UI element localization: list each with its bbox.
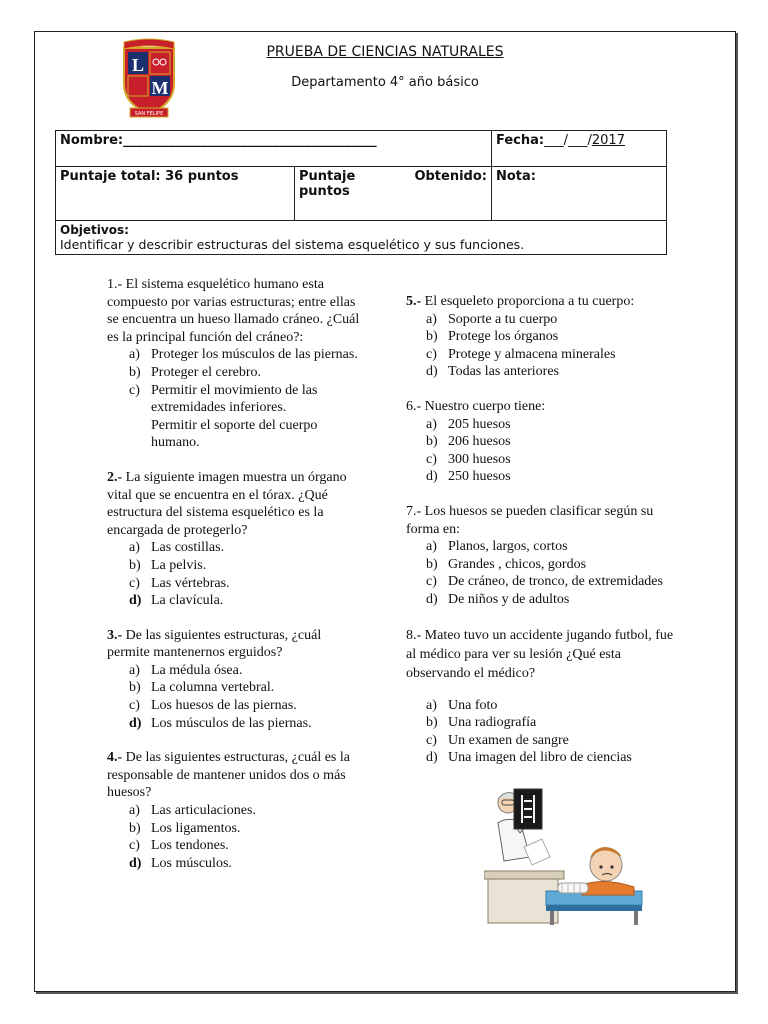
option-letter: c) [426,451,437,467]
option-b[interactable] [129,820,367,838]
option-text: 206 huesos [448,434,511,450]
option-d[interactable] [129,855,367,873]
option-letter: a) [426,311,437,327]
option-d[interactable] [426,591,674,609]
grade-cell[interactable] [492,167,667,221]
option-text: La pelvis. [151,557,207,573]
option-c[interactable] [426,573,674,591]
option-b[interactable] [426,433,674,451]
option-text: Una foto [448,697,498,713]
option-c[interactable] [426,451,674,469]
option-a[interactable] [426,697,674,715]
option-text: La clavícula. [151,593,224,609]
option-letter: a) [426,697,437,713]
question-2 [107,469,367,610]
option-d[interactable] [129,715,367,733]
option-text: Protege los órganos [448,329,559,345]
option-letter: d) [129,593,142,609]
option-c[interactable] [426,732,674,750]
objectives-text: Identificar y describir estructuras del sistema esquelético y sus funciones. [60,237,525,252]
option-letter: d) [426,469,438,485]
question-6 [406,398,674,486]
option-letter: b) [129,364,141,380]
page-border-shadow [36,992,738,994]
left-column [107,276,367,889]
obtained-score-label-2: Obtenido: [414,169,487,184]
page-border-shadow [736,33,738,994]
obtained-score-unit: puntos [299,184,350,199]
school-crest-icon [116,38,182,120]
question-number: 1.- [107,277,123,292]
option-letter: b) [426,329,438,345]
option-letter: c) [129,575,140,591]
option-text: 300 huesos [448,451,511,467]
option-text: Un examen de sangre [448,732,569,748]
option-a[interactable] [129,802,367,820]
option-c[interactable] [129,697,367,715]
student-info-table [55,130,667,255]
option-text: Las costillas. [151,540,225,556]
question-text: El esqueleto proporciona a tu cuerpo: [421,294,635,309]
option-text: Los tendones. [151,838,229,854]
total-score-cell [56,167,295,221]
objectives-label: Objetivos: [60,223,129,237]
option-letter: b) [426,556,438,572]
option-c[interactable] [426,346,674,364]
option-text: Protege y almacena minerales [448,346,616,362]
option-letter: a) [129,347,140,363]
option-d[interactable] [129,592,367,610]
option-a[interactable] [426,416,674,434]
option-letter: a) [426,416,437,432]
option-a[interactable] [129,346,367,364]
option-letter: b) [129,557,141,573]
option-letter: d) [129,715,142,731]
question-text: De las siguientes estructuras, ¿cuál es la responsable de mantener unidos dos o más huesos? [107,750,350,801]
option-letter: a) [426,539,437,555]
option-letter: b) [129,820,141,836]
crest-letter: L [131,55,145,75]
question-5 [406,293,674,381]
option-a[interactable] [129,539,367,557]
option-text: La columna vertebral. [151,680,275,696]
page-subtitle: Departamento 4° año básico [291,75,479,90]
option-text: De cráneo, de tronco, de extremidades [448,574,663,590]
option-text: 250 huesos [448,469,511,485]
option-d[interactable] [426,749,674,767]
option-text: De niños y de adultos [448,591,570,607]
right-column [406,293,674,784]
crest-letter: M [151,78,169,98]
option-d[interactable] [426,468,674,486]
doctor-xray-illustration [484,787,644,927]
option-extra[interactable]: Permitir el soporte del cuerpo humano. [151,417,318,451]
name-label: Nombre: [60,133,124,148]
option-text: Las articulaciones. [151,803,256,819]
option-text: Planos, largos, cortos [448,539,568,555]
question-number: 3.- [107,627,123,643]
option-letter: b) [129,680,141,696]
question-text: La siguiente imagen muestra un órgano vital que se encuentra en el tórax. ¿Qué estructura del sistema esquelético es la encargada de protegerlo? [107,469,347,538]
option-letter: c) [129,838,140,854]
question-text: El sistema esquelético humano esta compuesto por varias estructuras; entre ellas se encuentra un hueso llamado cráneo. ¿Cuál es la principal función del cráneo?: [107,277,360,345]
option-b[interactable] [426,714,674,732]
option-b[interactable] [129,557,367,575]
option-letter: d) [426,750,438,766]
option-letter: c) [426,574,437,590]
grade-label: Nota: [496,169,536,184]
date-label: Fecha: [496,133,545,148]
page-title: PRUEBA DE CIENCIAS NATURALES [266,44,504,60]
option-text: Las vértebras. [151,575,230,591]
option-letter: c) [426,732,437,748]
option-letter: d) [129,855,142,871]
option-letter: c) [426,346,437,362]
option-c[interactable] [129,382,367,417]
option-text: Los huesos de las piernas. [151,698,297,714]
question-number: 2.- [107,469,123,485]
total-score-label: Puntaje total: 36 puntos [60,169,239,184]
option-letter: b) [426,715,438,731]
option-letter: a) [129,540,140,556]
option-text: Los músculos de las piernas. [151,715,312,731]
option-text: Soporte a tu cuerpo [448,311,558,327]
option-c[interactable] [129,837,367,855]
option-text: Los músculos. [151,855,232,871]
question-text: 6.- Nuestro cuerpo tiene: [406,398,546,414]
obtained-score-cell[interactable] [295,167,492,221]
name-line: _______________________________________ [123,133,377,148]
option-a[interactable] [426,538,674,556]
option-text: Una imagen del libro de ciencias [448,750,632,766]
question-8 [406,626,674,767]
option-letter: d) [426,591,438,607]
question-text: 7.- Los huesos se pueden clasificar según su forma en: [406,503,654,537]
option-text: Los ligamentos. [151,820,241,836]
question-text: De las siguientes estructuras, ¿cuál permite mantenernos erguidos? [107,627,322,661]
option-text: Proteger el cerebro. [151,364,261,380]
option-a[interactable] [426,311,674,329]
option-text: La médula ósea. [151,662,243,678]
option-letter: c) [129,382,140,398]
question-number: 4.- [107,750,123,766]
option-letter: c) [129,698,140,714]
option-text: 205 huesos [448,416,511,432]
question-3 [107,627,367,733]
question-1 [107,276,367,452]
option-text: Una radiografía [448,715,537,731]
option-b[interactable] [426,328,674,346]
question-4 [107,749,367,872]
date-blanks: ___/___/ [544,133,592,148]
date-year: 2017 [591,133,625,148]
objectives-cell [56,221,667,255]
option-letter: d) [426,364,438,380]
crest-ribbon-text: SAN FELIPE [134,111,164,117]
option-b[interactable] [129,364,367,382]
option-b[interactable] [129,679,367,697]
option-d[interactable] [426,363,674,381]
date-cell[interactable] [492,131,667,167]
option-text: Proteger los músculos de las piernas. [151,347,358,363]
option-letter: b) [426,434,438,450]
option-letter: a) [129,662,140,678]
question-number: 5.- [406,294,422,309]
name-cell[interactable] [56,131,492,167]
option-b[interactable] [426,556,674,574]
question-text: 8.- Mateo tuvo un accidente jugando futbol, fue al médico para ver su lesión ¿Qué esta observando el médico? [406,627,674,681]
question-7 [406,503,674,609]
option-a[interactable] [129,662,367,680]
option-text: Grandes , chicos, gordos [448,556,587,572]
obtained-score-label: Puntaje [299,169,356,184]
option-text: Todas las anteriores [448,364,559,380]
option-c[interactable] [129,575,367,593]
option-text: Permitir el movimiento de las extremidades inferiores. [151,382,318,416]
option-letter: a) [129,803,140,819]
